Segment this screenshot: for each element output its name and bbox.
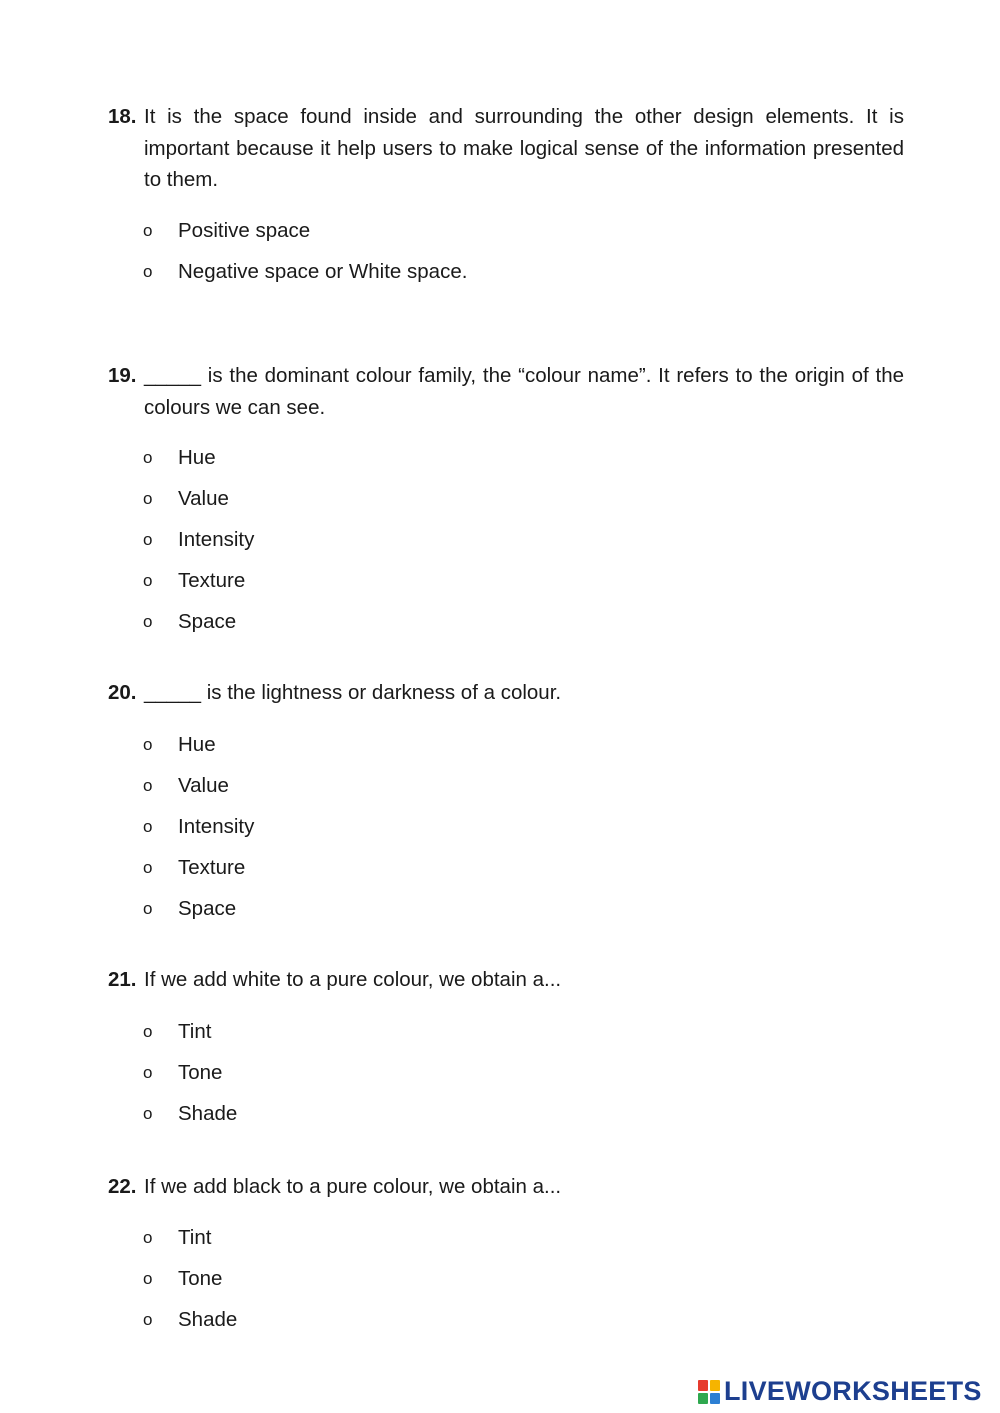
radio-circle-icon: o: [143, 817, 153, 836]
question-19: [108, 360, 904, 423]
option-label: Positive space: [178, 219, 311, 242]
option-radio[interactable]: [143, 732, 216, 758]
question-number: 22.: [108, 1175, 137, 1198]
option-radio[interactable]: [143, 1266, 222, 1292]
option-radio[interactable]: [143, 609, 236, 635]
option-label: Value: [178, 774, 229, 797]
option-label: Tone: [178, 1267, 223, 1290]
logo-square: [698, 1393, 708, 1404]
option-radio[interactable]: [143, 486, 229, 512]
option-radio[interactable]: [143, 568, 245, 594]
radio-circle-icon: o: [143, 1104, 153, 1123]
question-18: [108, 101, 904, 196]
question-text: If we add black to a pure colour, we obtain a...: [144, 1175, 562, 1198]
question-number: 20.: [108, 681, 137, 704]
option-radio[interactable]: [143, 1101, 237, 1127]
option-label: Negative space or White space.: [178, 260, 468, 283]
option-label: Texture: [178, 856, 246, 879]
question-21: [108, 964, 904, 996]
radio-circle-icon: o: [143, 448, 153, 467]
logo-square: [698, 1380, 708, 1391]
radio-circle-icon: o: [143, 1269, 153, 1288]
option-label: Tint: [178, 1020, 212, 1043]
option-label: Shade: [178, 1102, 238, 1125]
question-text: _____ is the lightness or darkness of a colour.: [144, 681, 562, 704]
question-22: [108, 1171, 904, 1203]
option-label: Intensity: [178, 815, 255, 838]
logo-square: [710, 1380, 720, 1391]
question-text: It is the space found inside and surrounding the other design elements. It is important because it help users to make logical sense of the information presented to them.: [144, 105, 904, 191]
question-number: 19.: [108, 364, 137, 387]
radio-circle-icon: o: [143, 1310, 153, 1329]
option-label: Space: [178, 610, 237, 633]
option-label: Hue: [178, 446, 216, 469]
question-number: 21.: [108, 968, 137, 991]
radio-circle-icon: o: [143, 571, 153, 590]
logo-square: [710, 1393, 720, 1404]
option-radio[interactable]: [143, 445, 216, 471]
option-radio[interactable]: [143, 218, 310, 244]
radio-circle-icon: o: [143, 858, 153, 877]
option-label: Tone: [178, 1061, 223, 1084]
brand-name: LIVEWORKSHEETS: [724, 1376, 982, 1406]
option-radio[interactable]: [143, 773, 229, 799]
liveworksheets-brand[interactable]: [698, 1376, 982, 1407]
option-radio[interactable]: [143, 855, 245, 881]
option-radio[interactable]: [143, 814, 254, 840]
option-radio[interactable]: [143, 1225, 211, 1251]
liveworksheets-logo-icon: [698, 1380, 720, 1404]
question-text: If we add white to a pure colour, we obtain a...: [144, 968, 562, 991]
option-label: Value: [178, 487, 229, 510]
option-label: Space: [178, 897, 237, 920]
option-label: Shade: [178, 1308, 238, 1331]
radio-circle-icon: o: [143, 776, 153, 795]
option-radio[interactable]: [143, 1307, 237, 1333]
radio-circle-icon: o: [143, 1063, 153, 1082]
radio-circle-icon: o: [143, 262, 153, 281]
radio-circle-icon: o: [143, 612, 153, 631]
radio-circle-icon: o: [143, 530, 153, 549]
radio-circle-icon: o: [143, 735, 153, 754]
question-number: 18.: [108, 105, 137, 128]
option-radio[interactable]: [143, 259, 467, 285]
option-label: Hue: [178, 733, 216, 756]
question-text: _____ is the dominant colour family, the “colour name”. It refers to the origin of the colours we can see.: [144, 364, 904, 419]
question-20: [108, 677, 904, 709]
radio-circle-icon: o: [143, 1228, 153, 1247]
option-label: Tint: [178, 1226, 212, 1249]
radio-circle-icon: o: [143, 899, 153, 918]
option-radio[interactable]: [143, 1060, 222, 1086]
option-label: Intensity: [178, 528, 255, 551]
option-radio[interactable]: [143, 527, 254, 553]
radio-circle-icon: o: [143, 489, 153, 508]
radio-circle-icon: o: [143, 221, 153, 240]
option-label: Texture: [178, 569, 246, 592]
option-radio[interactable]: [143, 896, 236, 922]
option-radio[interactable]: [143, 1019, 211, 1045]
radio-circle-icon: o: [143, 1022, 153, 1041]
